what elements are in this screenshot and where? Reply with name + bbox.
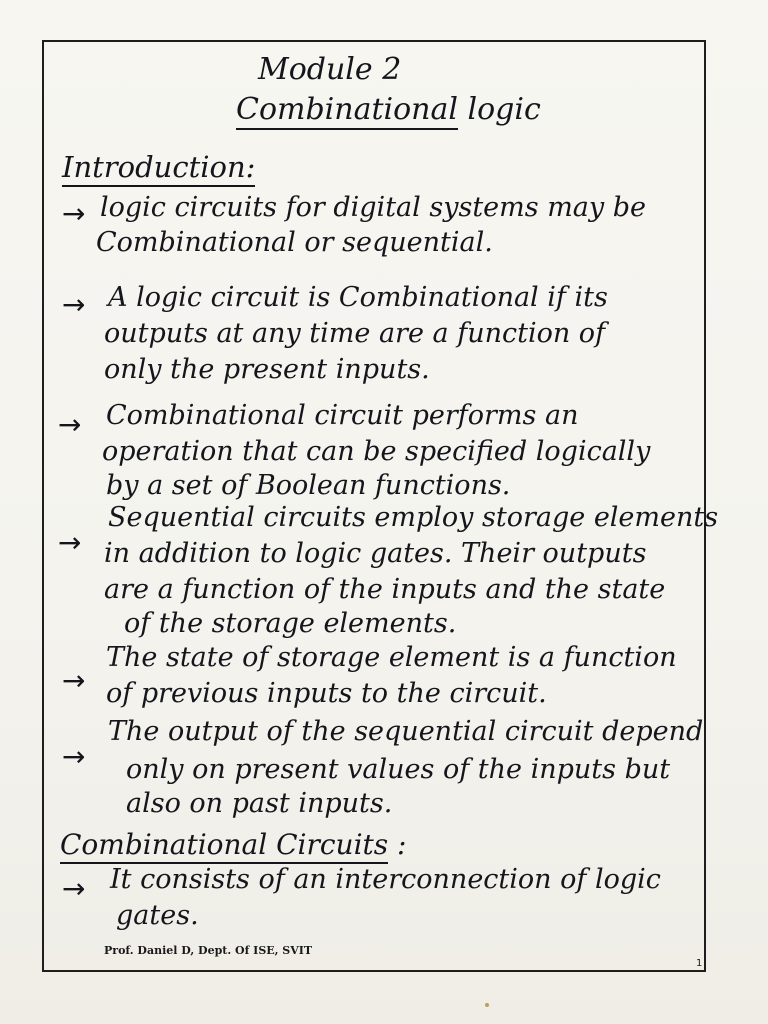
module-title: Module 2 <box>258 52 402 87</box>
subtitle-underlined-word: Combinational <box>236 92 458 130</box>
arrow-icon: → <box>62 740 86 773</box>
combinational-point-1-line-2: gates. <box>116 900 199 931</box>
arrow-icon: → <box>62 288 86 321</box>
intro-point-5-line-2: of previous inputs to the circuit. <box>106 678 547 709</box>
intro-point-3-line-2: operation that can be specified logically <box>102 436 651 467</box>
footer-credit: Prof. Daniel D, Dept. Of ISE, SVIT <box>104 944 313 957</box>
intro-point-4-line-2: in addition to logic gates. Their outputs <box>104 538 647 569</box>
combinational-circuits-heading-text: Combinational Circuits <box>60 828 388 864</box>
arrow-icon: → <box>58 526 82 559</box>
arrow-icon: → <box>62 872 86 905</box>
intro-point-5-line-1: The state of storage element is a function <box>106 642 677 673</box>
intro-point-6-line-2: only on present values of the inputs but <box>126 754 671 785</box>
arrow-icon: → <box>62 664 86 697</box>
intro-point-6-line-1: The output of the sequential circuit depend <box>108 716 704 747</box>
heading-colon: : <box>388 828 407 861</box>
page-number: 1 <box>696 958 703 969</box>
intro-point-4-line-3: are a function of the inputs and the state <box>104 574 666 605</box>
paper-speck <box>485 1003 489 1007</box>
intro-point-3-line-1: Combinational circuit performs an <box>106 400 579 431</box>
intro-point-3-line-3: by a set of Boolean functions. <box>106 470 511 501</box>
combinational-circuits-heading <box>60 828 406 861</box>
intro-point-2-line-2: outputs at any time are a function of <box>104 318 606 349</box>
arrow-icon: → <box>62 197 86 230</box>
introduction-heading: Introduction: <box>62 150 255 187</box>
intro-point-2-line-3: only the present inputs. <box>104 354 430 385</box>
subtitle-rest: logic <box>457 92 541 127</box>
intro-point-6-line-3: also on past inputs. <box>126 788 393 819</box>
intro-point-4-line-4: of the storage elements. <box>124 608 457 639</box>
arrow-icon: → <box>58 408 82 441</box>
intro-point-4-line-1: Sequential circuits employ storage elements <box>108 502 719 533</box>
combinational-point-1-line-1: It consists of an interconnection of logic <box>110 864 661 895</box>
intro-point-1-line-1: logic circuits for digital systems may be <box>100 192 646 223</box>
intro-point-2-line-1: A logic circuit is Combinational if its <box>108 282 608 313</box>
module-subtitle <box>236 92 541 127</box>
intro-point-1-line-2: Combinational or sequential. <box>96 227 493 258</box>
